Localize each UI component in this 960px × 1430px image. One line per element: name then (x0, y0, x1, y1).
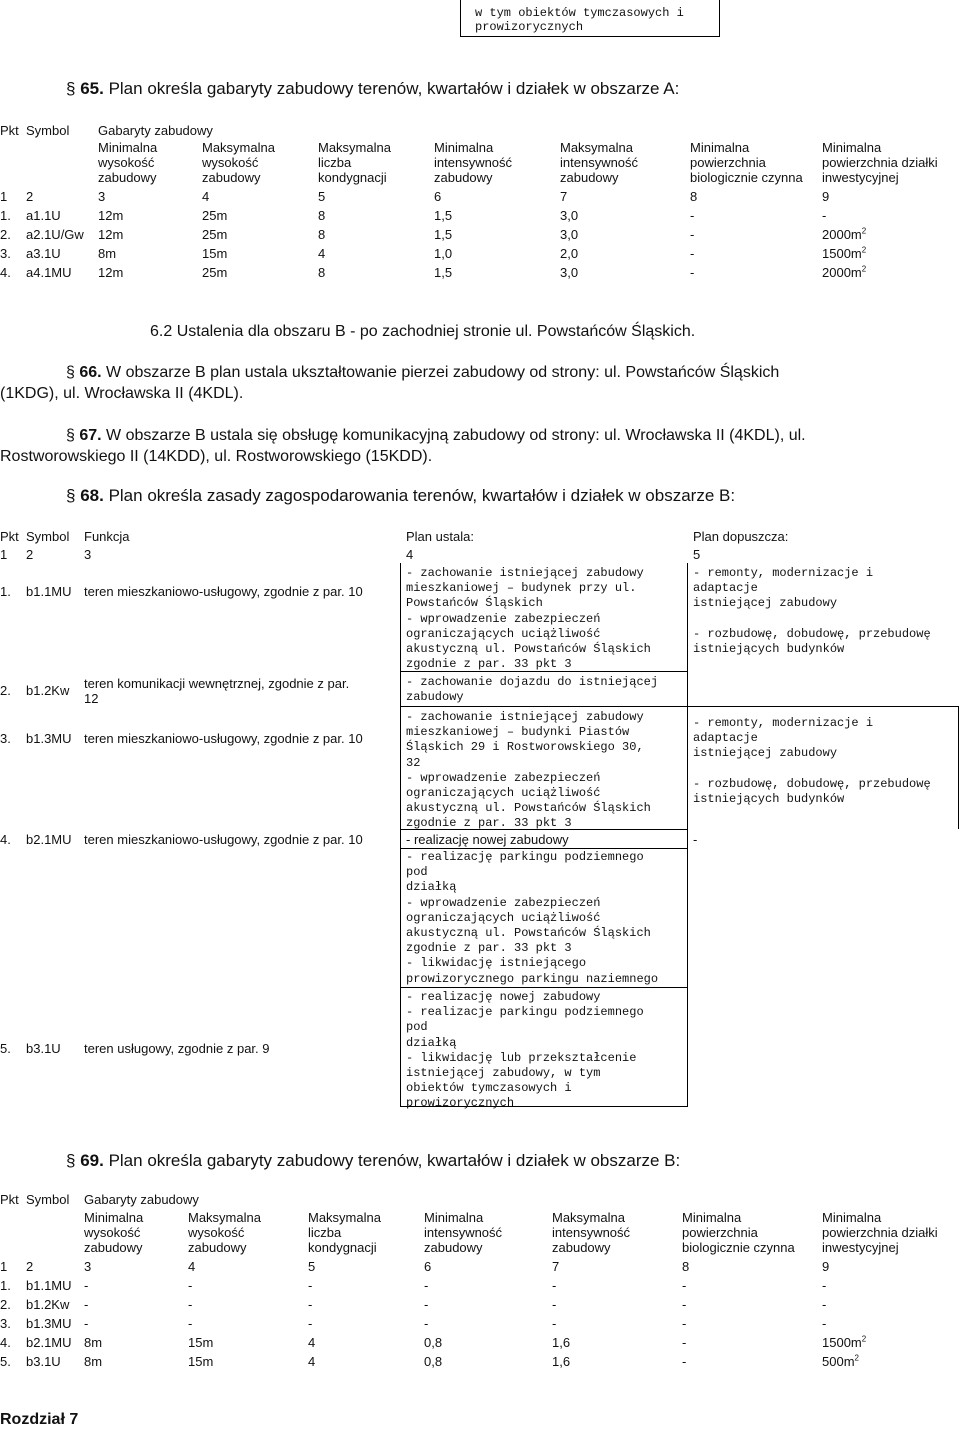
chapter-heading: Rozdział 7 (0, 1411, 79, 1428)
section-66-text: W obszarze B plan ustala ukształtowanie pierzei zabudowy od strony: ul. Powstańców Śląskich (101, 364, 780, 381)
tableA-row4-c6 (434, 265, 452, 280)
tableC-row1-pkt (0, 1278, 11, 1293)
table-b-row1-funkcja: teren mieszkaniowo-usługowy, zgodnie z par. 10 (84, 584, 363, 599)
tableC-col-header-9: Minimalna powierzchnia działki inwestycyjnej (822, 1210, 938, 1255)
section-65-heading (66, 79, 679, 99)
tableA-row4-c6-value: 1,5 (434, 265, 453, 280)
table-b-row4-funkcja: teren mieszkaniowo-usługowy, zgodnie z par. 10 (84, 832, 363, 847)
tableA-row1-c7-value: 3,0 (560, 208, 579, 223)
table-b-funkcja-header: Funkcja (84, 529, 130, 544)
tableC-col-header-7: Maksymalna intensywność zabudowy (552, 1210, 631, 1255)
tableC-row2-pkt-value: 2. (0, 1297, 11, 1312)
tableA-row2-c8-value: - (690, 227, 695, 242)
tableA-row3-c3 (98, 246, 116, 261)
tableA-col-header-4: Maksymalna wysokość zabudowy (202, 140, 275, 185)
section-symbol-icon: § (66, 79, 76, 98)
tableA-row1-c6-value: 1,5 (434, 208, 453, 223)
tableA-row3-c3-value: 8m (98, 246, 117, 261)
tableC-row4-c4 (188, 1335, 213, 1350)
tableC-row1-c5-value: - (308, 1278, 313, 1293)
tableA-row3-pkt-value: 3. (0, 246, 11, 261)
tableA-row2-sup: 2 (861, 226, 867, 236)
table-b-border (400, 848, 688, 849)
tableA-row4-c8 (690, 265, 694, 280)
table-a-pkt-header: Pkt (0, 123, 19, 138)
table-b-row3-ustala: - zachowanie istniejącej zabudowy mieszkaniowej – budynki Piastów Śląskich 29 i Rostworowskiego 30, 32 - wprowadzenie zabezpieczeń ograniczających uciążliwość akustyczną ul. Powstańców Śląskich zgodnie z par. 33 pkt 3 (406, 710, 651, 831)
tableC-row3-c8-value: - (682, 1316, 687, 1331)
tableC-col-header-4: Maksymalna wysokość zabudowy (188, 1210, 261, 1255)
tableA-row4-c3 (98, 265, 123, 280)
tableA-row4-c7-value: 3,0 (560, 265, 579, 280)
section-68-heading (66, 486, 735, 506)
tableA-row1-c3-value: 12m (98, 208, 124, 223)
table-b-row3-funkcja: teren mieszkaniowo-usługowy, zgodnie z par. 10 (84, 731, 363, 746)
tableC-row1-c7-value: - (552, 1278, 557, 1293)
tableA-col-num-2: 2 (26, 189, 34, 204)
tableA-row2-c6-value: 1,5 (434, 227, 453, 242)
tableA-row2-c6 (434, 227, 452, 242)
tableA-row4-c9 (822, 265, 866, 280)
table-b-row2-symbol: b1.2Kw (26, 683, 70, 698)
tableC-row5-c8-value: - (682, 1354, 687, 1369)
section-66-line2: (1KDG), ul. Wrocławska II (4KDL). (0, 385, 244, 402)
tableA-row1-c9 (822, 208, 826, 223)
tableC-row3-sym (26, 1316, 72, 1331)
table-b-row4-symbol: b2.1MU (26, 832, 72, 847)
tableA-row4-c4 (202, 265, 227, 280)
tableA-row1-c3 (98, 208, 123, 223)
tableC-row3-c6-value: - (424, 1316, 429, 1331)
section-symbol-icon: § (66, 486, 76, 505)
table-b-row3-symbol: b1.3MU (26, 731, 72, 746)
tableC-row5-c9 (822, 1354, 859, 1369)
tableC-row4-c3-value: 8m (84, 1335, 103, 1350)
tableC-row5-sup: 2 (854, 1353, 859, 1363)
tableC-row2-c9-value: - (822, 1297, 827, 1312)
tableC-row3-c5 (308, 1316, 312, 1331)
tableC-row2-c4 (188, 1297, 192, 1312)
tableA-row2-c8 (690, 227, 694, 242)
tableC-row4-sym-value: b2.1MU (26, 1335, 72, 1350)
table-b-symbol-header: Symbol (26, 529, 70, 544)
tableA-row4-c7 (560, 265, 578, 280)
tableC-row3-pkt-value: 3. (0, 1316, 11, 1331)
tableC-row4-c5-value: 4 (308, 1335, 316, 1350)
tableC-row1-c6-value: - (424, 1278, 429, 1293)
tableA-row3-c4-value: 15m (202, 246, 228, 261)
table-b-row4-pkt: 4. (0, 832, 11, 847)
tableC-row5-pkt-value: 5. (0, 1354, 11, 1369)
tableC-row2-c5-value: - (308, 1297, 313, 1312)
tableC-col-num-7: 7 (552, 1259, 560, 1274)
table-b-border (400, 987, 688, 988)
tableA-row3-c6-value: 1,0 (434, 246, 453, 261)
tableC-row1-c4-value: - (188, 1278, 193, 1293)
table-c-pkt-header: Pkt (0, 1192, 19, 1207)
section-67-line2: Rostworowskiego II (14KDD), ul. Rostworowskiego (15KDD). (0, 448, 433, 465)
tableC-row3-c7-value: - (552, 1316, 557, 1331)
section-68-text: Plan określa zasady zagospodarowania terenów, kwartałów i działek w obszarze B: (103, 486, 736, 505)
table-b-row1-symbol: b1.1MU (26, 584, 72, 599)
tableC-row1-c3 (84, 1278, 88, 1293)
tableA-row3-c5 (318, 246, 325, 261)
tableC-row4-c8-value: - (682, 1335, 687, 1350)
tableC-row5-c7-value: 1,6 (552, 1354, 571, 1369)
tableC-row2-sym (26, 1297, 69, 1312)
section-symbol-icon: § (66, 1151, 76, 1170)
tableA-row4-c8-value: - (690, 265, 695, 280)
tableA-row3-c6 (434, 246, 452, 261)
tableC-row3-pkt (0, 1316, 11, 1331)
table-b-ustala-header: Plan ustala: (406, 529, 474, 544)
tableC-row2-c6-value: - (424, 1297, 429, 1312)
tableA-row1-c4-value: 25m (202, 208, 228, 223)
tableC-row5-c7 (552, 1354, 570, 1369)
tableC-col-header-8: Minimalna powierzchnia biologicznie czynna (682, 1210, 795, 1255)
tableA-row4-c9-value: 2000m (822, 265, 862, 280)
tableA-row2-c7-value: 3,0 (560, 227, 579, 242)
tableA-row4-c5-value: 8 (318, 265, 326, 280)
tableC-row5-c3 (84, 1354, 102, 1369)
table-b-border (687, 706, 959, 707)
table-b-row3-dopuszcza: - remonty, modernizacje i adaptacje istniejącej zabudowy - rozbudowę, dobudowę, przebudowę istniejących budynków (693, 716, 931, 807)
tableC-row2-c4-value: - (188, 1297, 193, 1312)
tableA-col-header-7: Maksymalna intensywność zabudowy (560, 140, 639, 185)
table-b-row3-pkt: 3. (0, 731, 11, 746)
tableC-row1-c9 (822, 1278, 826, 1293)
tableC-row1-c4 (188, 1278, 192, 1293)
tableC-row1-sym-value: b1.1MU (26, 1278, 72, 1293)
tableC-row5-c3-value: 8m (84, 1354, 103, 1369)
tableC-row4-pkt-value: 4. (0, 1335, 11, 1350)
section-symbol-icon: § (66, 427, 75, 444)
tableC-col-num-5: 5 (308, 1259, 316, 1274)
tableC-row2-c3 (84, 1297, 88, 1312)
tableC-row3-c8 (682, 1316, 686, 1331)
table-c-group-header: Gabaryty zabudowy (84, 1192, 199, 1207)
tableC-row5-c5 (308, 1354, 315, 1369)
tableA-row2-sym (26, 227, 84, 242)
tableC-row1-pkt-value: 1. (0, 1278, 11, 1293)
tableC-col-header-5: Maksymalna liczba kondygnacji (308, 1210, 381, 1255)
tableC-col-num-3: 3 (84, 1259, 92, 1274)
section-66-number: 66. (79, 364, 102, 381)
tableC-row1-c7 (552, 1278, 556, 1293)
table-b-row1-pkt: 1. (0, 584, 11, 599)
tableC-row5-sym-value: b3.1U (26, 1354, 61, 1369)
tableA-row2-c9-value: 2000m (822, 227, 862, 242)
tableA-col-num-4: 4 (202, 189, 210, 204)
section-65-text: Plan określa gabaryty zabudowy terenów, kwartałów i działek w obszarze A: (103, 79, 680, 98)
tableC-row3-c3 (84, 1316, 88, 1331)
tableA-col-num-8: 8 (690, 189, 698, 204)
tableA-row2-c5 (318, 227, 325, 242)
tableA-row4-sym (26, 265, 72, 280)
tableC-row5-c4-value: 15m (188, 1354, 214, 1369)
tableC-col-num-1: 1 (0, 1259, 8, 1274)
tableA-row1-c8-value: - (690, 208, 695, 223)
tableA-row1-sym-value: a1.1U (26, 208, 61, 223)
tableC-row2-c5 (308, 1297, 312, 1312)
tableA-row2-c3 (98, 227, 123, 242)
tableC-row4-c6-value: 0,8 (424, 1335, 443, 1350)
tableC-row5-pkt (0, 1354, 11, 1369)
table-b-row2-ustala: - zachowanie dojazdu do istniejącej zabudowy (406, 675, 659, 705)
section-69-text: Plan określa gabaryty zabudowy terenów, kwartałów i działek w obszarze B: (103, 1151, 681, 1170)
tableC-row5-c6 (424, 1354, 442, 1369)
tableC-row1-c8-value: - (682, 1278, 687, 1293)
table-b-num-4: 4 (406, 547, 414, 562)
tableA-row2-c9 (822, 227, 866, 242)
tableC-row2-c9 (822, 1297, 826, 1312)
section-69-heading (66, 1151, 680, 1171)
tableA-row1-c6 (434, 208, 452, 223)
tableA-row3-c9 (822, 246, 866, 261)
tableC-row4-c6 (424, 1335, 442, 1350)
tableC-row3-c5-value: - (308, 1316, 313, 1331)
section-69-number: 69. (80, 1151, 104, 1170)
tableA-row4-sym-value: a4.1MU (26, 265, 72, 280)
table-b-dopuszcza-header: Plan dopuszcza: (693, 529, 789, 544)
subsection-6-2: 6.2 Ustalenia dla obszaru B - po zachodniej stronie ul. Powstańców Śląskich. (150, 323, 696, 340)
tableC-row4-c7 (552, 1335, 570, 1350)
tableA-row1-c8 (690, 208, 694, 223)
tableA-col-num-9: 9 (822, 189, 830, 204)
tableC-row4-sup: 2 (861, 1334, 867, 1344)
tableA-row1-sym (26, 208, 61, 223)
table-c-symbol-header: Symbol (26, 1192, 70, 1207)
tableC-row1-c8 (682, 1278, 686, 1293)
section-67-text: W obszarze B ustala się obsługę komunikacyjną zabudowy od strony: ul. Wrocławska II (4KDL), ul. (101, 427, 806, 444)
tableA-row2-sym-value: a2.1U/Gw (26, 227, 84, 242)
tableC-row2-pkt (0, 1297, 11, 1312)
table-b-border (400, 563, 401, 1106)
table-b-row1-dopuszcza: - remonty, modernizacje i adaptacje istniejącej zabudowy - rozbudowę, dobudowę, przebudowę istniejących budynków (693, 566, 931, 657)
section-68-number: 68. (80, 486, 104, 505)
section-65-number: 65. (80, 79, 104, 98)
tableC-row4-c5 (308, 1335, 315, 1350)
tableA-row1-pkt-value: 1. (0, 208, 11, 223)
tableC-row4-c9-value: 1500m (822, 1335, 862, 1350)
tableC-row5-c5-value: 4 (308, 1354, 316, 1369)
tableA-col-header-5: Maksymalna liczba kondygnacji (318, 140, 391, 185)
tableC-row3-c9 (822, 1316, 826, 1331)
tableA-row2-pkt (0, 227, 11, 242)
tableA-row2-c5-value: 8 (318, 227, 326, 242)
tableC-row5-sym (26, 1354, 61, 1369)
tableC-row2-c8-value: - (682, 1297, 687, 1312)
table-b-row1-ustala: - zachowanie istniejącej zabudowy mieszkaniowej – budynek przy ul. Powstańców Śląskich - wprowadzenie zabezpieczeń ograniczających uciążliwość akustyczną ul. Powstańców Śląskich zgodnie z par. 33 pkt 3 (406, 566, 651, 672)
tableC-col-header-3: Minimalna wysokość zabudowy (84, 1210, 144, 1255)
tableA-row3-c8-value: - (690, 246, 695, 261)
tableC-row2-c6 (424, 1297, 428, 1312)
table-b-row5-ustala: - realizację nowej zabudowy - realizacje parkingu podziemnego pod działką - likwidację lub przekształcenie istniejącej zabudowy, w tym obiektów tymczasowych i prowizorycznych (406, 990, 644, 1111)
tableC-row4-c8 (682, 1335, 686, 1350)
tableC-row4-pkt (0, 1335, 11, 1350)
tableC-row5-c6-value: 0,8 (424, 1354, 443, 1369)
tableC-row3-c3-value: - (84, 1316, 89, 1331)
tableA-row4-pkt (0, 265, 11, 280)
tableA-row2-c3-value: 12m (98, 227, 124, 242)
table-b-num-3: 3 (84, 547, 92, 562)
table-a-symbol-header: Symbol (26, 123, 70, 138)
tableC-row4-c7-value: 1,6 (552, 1335, 571, 1350)
tableA-row3-c8 (690, 246, 694, 261)
top-box (460, 0, 720, 37)
tableC-row4-c4-value: 15m (188, 1335, 214, 1350)
tableA-col-num-6: 6 (434, 189, 442, 204)
tableA-row3-c4 (202, 246, 227, 261)
tableC-row2-sym-value: b1.2Kw (26, 1297, 70, 1312)
tableA-row4-c5 (318, 265, 325, 280)
tableC-col-num-8: 8 (682, 1259, 690, 1274)
tableA-row2-c4 (202, 227, 227, 242)
tableC-row5-c4 (188, 1354, 213, 1369)
tableA-row1-c4 (202, 208, 227, 223)
tableC-row2-c7-value: - (552, 1297, 557, 1312)
tableC-row5-c9-value: 500m (822, 1354, 855, 1369)
section-symbol-icon: § (66, 364, 75, 381)
tableA-row1-c7 (560, 208, 578, 223)
tableC-row1-c3-value: - (84, 1278, 89, 1293)
tableC-row1-c5 (308, 1278, 312, 1293)
tableA-row2-pkt-value: 2. (0, 227, 11, 242)
tableC-row4-c3 (84, 1335, 102, 1350)
tableA-col-header-3: Minimalna wysokość zabudowy (98, 140, 158, 185)
tableC-col-header-6: Minimalna intensywność zabudowy (424, 1210, 503, 1255)
tableC-row3-c9-value: - (822, 1316, 827, 1331)
tableA-row3-sup: 2 (861, 245, 867, 255)
tableA-row3-c9-value: 1500m (822, 246, 862, 261)
tableA-row2-c7 (560, 227, 578, 242)
tableC-row3-c4 (188, 1316, 192, 1331)
tableC-row4-c9 (822, 1335, 866, 1350)
tableA-row3-c7 (560, 246, 578, 261)
table-a-group-header: Gabaryty zabudowy (98, 123, 213, 138)
tableA-row3-c7-value: 2,0 (560, 246, 579, 261)
top-box-line2: prowizorycznych (475, 20, 584, 34)
tableA-row4-pkt-value: 4. (0, 265, 11, 280)
tableC-row3-c4-value: - (188, 1316, 193, 1331)
table-b-num-5: 5 (693, 547, 701, 562)
table-b-row2-funkcja: teren komunikacji wewnętrznej, zgodnie z par. 12 (84, 676, 350, 706)
tableA-row1-c9-value: - (822, 208, 827, 223)
table-b-num-1: 1 (0, 547, 8, 562)
table-b-row5-symbol: b3.1U (26, 1041, 61, 1056)
tableC-row1-c9-value: - (822, 1278, 827, 1293)
tableA-col-header-9: Minimalna powierzchnia działki inwestycyjnej (822, 140, 938, 185)
table-b-num-2: 2 (26, 547, 34, 562)
table-b-row2-pkt: 2. (0, 683, 11, 698)
tableC-row1-sym (26, 1278, 72, 1293)
tableC-col-num-2: 2 (26, 1259, 34, 1274)
tableC-row2-c8 (682, 1297, 686, 1312)
table-b-border (400, 706, 688, 707)
tableC-row2-c3-value: - (84, 1297, 89, 1312)
table-b-border (958, 706, 959, 829)
table-b-row5-pkt: 5. (0, 1041, 11, 1056)
table-b-pkt-header: Pkt (0, 529, 19, 544)
tableA-row1-c5 (318, 208, 325, 223)
table-b-row5-funkcja: teren usługowy, zgodnie z par. 9 (84, 1041, 270, 1056)
tableA-row3-c5-value: 4 (318, 246, 326, 261)
section-67-number: 67. (79, 427, 102, 444)
tableA-row3-pkt (0, 246, 11, 261)
tableC-row3-c6 (424, 1316, 428, 1331)
tableA-row1-pkt (0, 208, 11, 223)
tableA-row2-c4-value: 25m (202, 227, 228, 242)
tableA-row4-c4-value: 25m (202, 265, 228, 280)
tableC-row5-c8 (682, 1354, 686, 1369)
tableA-row3-sym-value: a3.1U (26, 246, 61, 261)
tableC-row1-c6 (424, 1278, 428, 1293)
tableC-row3-sym-value: b1.3MU (26, 1316, 72, 1331)
tableA-col-header-8: Minimalna powierzchnia biologicznie czynna (690, 140, 803, 185)
top-box-line1: w tym obiektów tymczasowych i (475, 6, 684, 20)
table-b-row4-ustala: - realizację parkingu podziemnego pod działką - wprowadzenie zabezpieczeń ograniczających uciążliwość akustyczną ul. Powstańców Śląskich zgodnie z par. 33 pkt 3 - likwidację istniejącego prowizorycznego parkingu naziemnego (406, 850, 659, 986)
tableA-col-num-3: 3 (98, 189, 106, 204)
tableC-row2-c7 (552, 1297, 556, 1312)
table-b-border (687, 563, 688, 1106)
tableA-col-num-7: 7 (560, 189, 568, 204)
section-66-line1 (66, 362, 779, 383)
tableA-row1-c5-value: 8 (318, 208, 326, 223)
table-b-row4-dopuszcza: - (693, 832, 698, 847)
tableA-row4-c3-value: 12m (98, 265, 124, 280)
table-b-row4-ustala-first: - realizację nowej zabudowy (406, 832, 569, 847)
tableC-col-num-9: 9 (822, 1259, 830, 1274)
tableC-col-num-4: 4 (188, 1259, 196, 1274)
tableA-row4-sup: 2 (861, 264, 867, 274)
tableA-col-header-6: Minimalna intensywność zabudowy (434, 140, 513, 185)
tableA-col-num-1: 1 (0, 189, 8, 204)
tableC-row4-sym (26, 1335, 72, 1350)
tableA-col-num-5: 5 (318, 189, 326, 204)
tableC-col-num-6: 6 (424, 1259, 432, 1274)
section-67-line1 (66, 425, 806, 446)
tableA-row3-sym (26, 246, 61, 261)
tableC-row3-c7 (552, 1316, 556, 1331)
